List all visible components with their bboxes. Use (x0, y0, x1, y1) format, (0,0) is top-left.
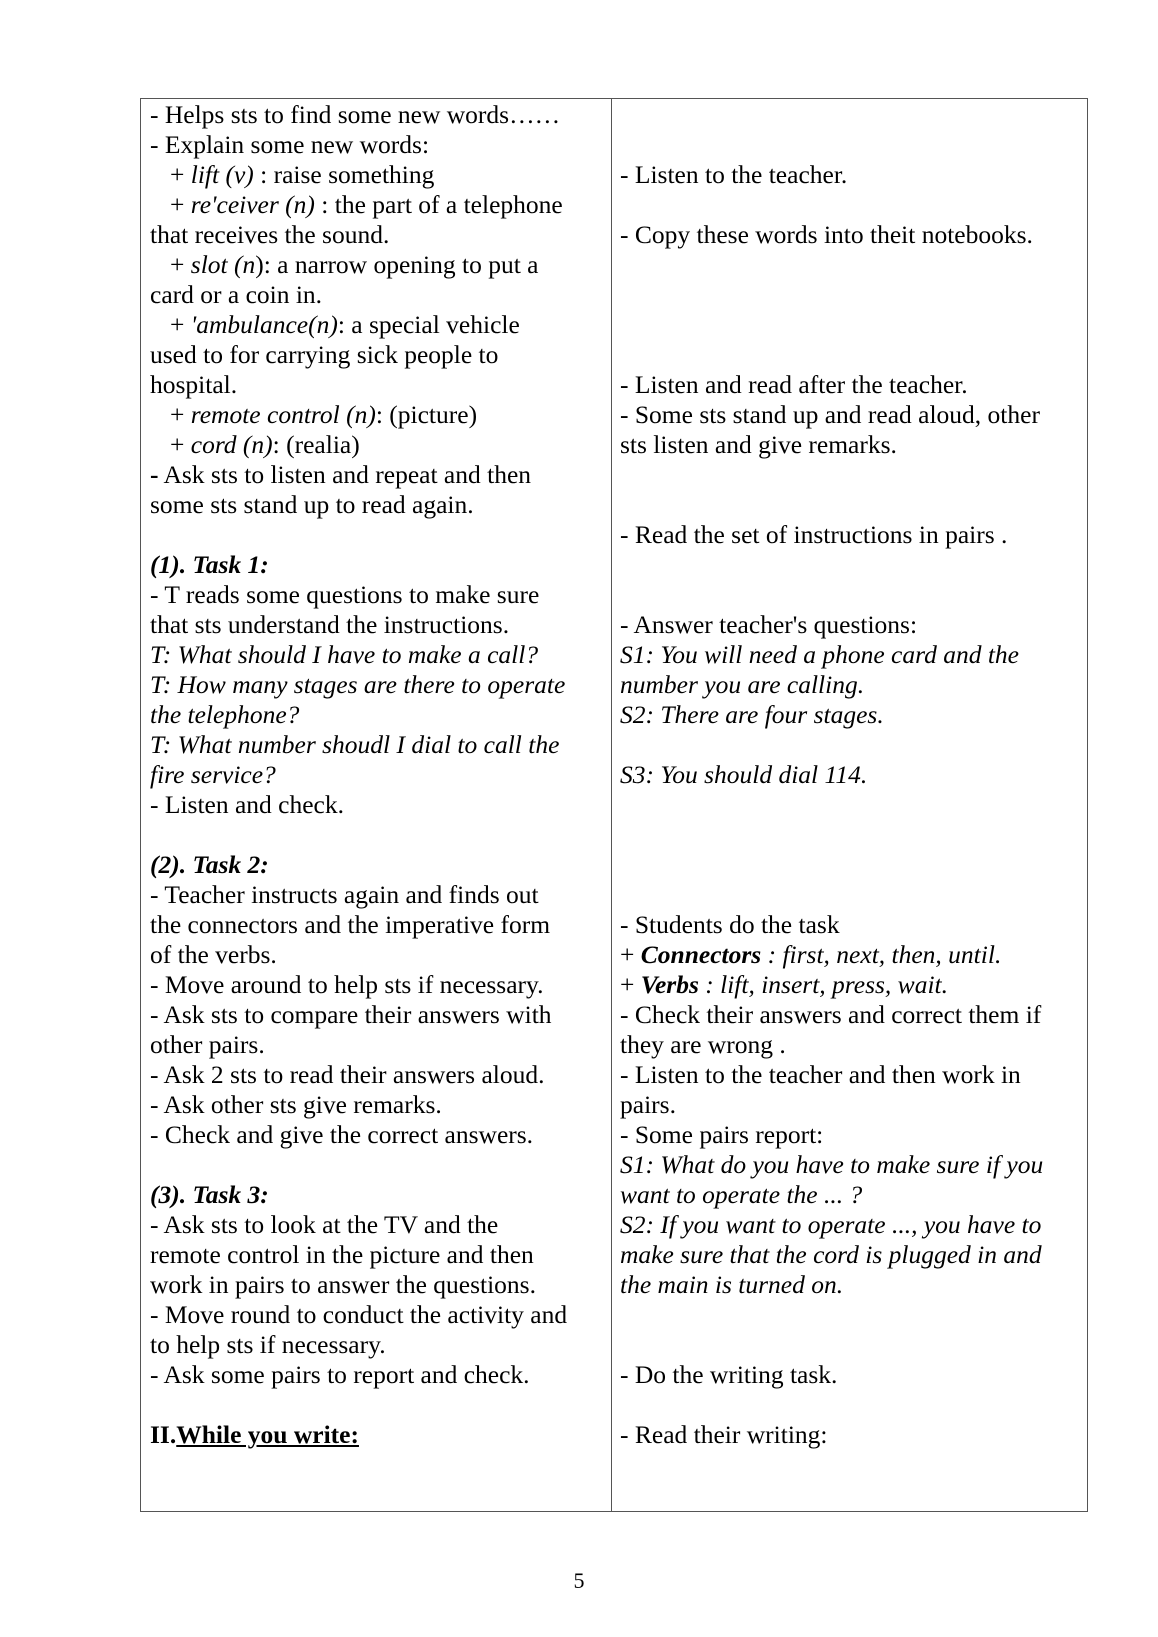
text-line: - Do the writing task. (620, 1360, 838, 1389)
vocab-item: + lift (v) : raise something (170, 160, 435, 189)
vocab-term: cord (n) (190, 430, 273, 459)
text-line: they are wrong . (620, 1030, 786, 1059)
text-line: - Move round to conduct the activity and (150, 1300, 568, 1329)
text-line: - Copy these words into theit notebooks. (620, 220, 1033, 249)
vocab-item: + cord (n): (realia) (170, 430, 360, 459)
text-line: - Some pairs report: (620, 1120, 824, 1149)
text-line: - Listen and read after the teacher. (620, 370, 968, 399)
text-line: - Teacher instructs again and finds out (150, 880, 539, 909)
text-line: - Ask 2 sts to read their answers aloud. (150, 1060, 545, 1089)
text-line: the connectors and the imperative form (150, 910, 551, 939)
vocab-term: lift (v) (190, 160, 254, 189)
text-line: - Helps sts to find some new words…… (150, 100, 561, 129)
student-answer: S1: You will need a phone card and the (620, 640, 1019, 669)
text-line: - Ask sts to look at the TV and the (150, 1210, 499, 1239)
text-line: card or a coin in. (150, 280, 323, 309)
text-line: - Listen to the teacher. (620, 160, 848, 189)
vocab-item: + slot (n): a narrow opening to put a (170, 250, 539, 279)
student-answer: S3: You should dial 114. (620, 760, 868, 789)
student-answer: number you are calling. (620, 670, 865, 699)
teacher-question: T: How many stages are there to operate (150, 670, 566, 699)
text-line: - Move around to help sts if necessary. (150, 970, 544, 999)
vocab-item: + remote control (n): (picture) (170, 400, 478, 429)
teacher-question: T: What number shoudl I dial to call the (150, 730, 560, 759)
answer-verbs: + Verbs : lift, insert, press, wait. (620, 970, 948, 999)
text-line: - Some sts stand up and read aloud, other (620, 400, 1040, 429)
text-line: - Check their answers and correct them if (620, 1000, 1042, 1029)
text-line: - Check and give the correct answers. (150, 1120, 534, 1149)
vocab-term: 'ambulance(n) (190, 310, 338, 339)
text-line: used to for carrying sick people to (150, 340, 499, 369)
page-number: 5 (573, 1568, 585, 1593)
student-answer: the main is turned on. (620, 1270, 844, 1299)
teacher-question: fire service? (150, 760, 276, 789)
text-line: - Read their writing: (620, 1420, 828, 1449)
text-line: work in pairs to answer the questions. (150, 1270, 536, 1299)
text-line: - Ask sts to listen and repeat and then (150, 460, 532, 489)
student-answer: S2: There are four stages. (620, 700, 884, 729)
text-line: - Listen to the teacher and then work in (620, 1060, 1021, 1089)
text-line: that sts understand the instructions. (150, 610, 510, 639)
text-line: sts listen and give remarks. (620, 430, 897, 459)
student-answer: make sure that the cord is plugged in and (620, 1240, 1042, 1269)
student-answer: want to operate the ... ? (620, 1180, 863, 1209)
text-line: that receives the sound. (150, 220, 390, 249)
text-line: remote control in the picture and then (150, 1240, 534, 1269)
answer-connectors: + Connectors : first, next, then, until. (620, 940, 1002, 969)
student-answer: S1: What do you have to make sure if you (620, 1150, 1044, 1179)
vocab-term: slot (n (190, 250, 256, 279)
text-line: hospital. (150, 370, 238, 399)
teacher-question: the telephone? (150, 700, 300, 729)
text-line: - Ask other sts give remarks. (150, 1090, 442, 1119)
text-line: - Explain some new words: (150, 130, 430, 159)
column-divider (611, 99, 612, 1511)
vocab-term: re'ceiver (n) (190, 190, 315, 219)
section-heading: II.While you write: (150, 1420, 359, 1449)
vocab-item: + re'ceiver (n) : the part of a telephone (170, 190, 563, 219)
text-line: - Answer teacher's questions: (620, 610, 918, 639)
task-1-heading: (1). Task 1: (150, 550, 269, 579)
student-answer: S2: If you want to operate ..., you have to (620, 1210, 1042, 1239)
task-3-heading: (3). Task 3: (150, 1180, 269, 1209)
section-title: While you write: (176, 1420, 359, 1449)
text-line: - Read the set of instructions in pairs . (620, 520, 1008, 549)
text-line: - Ask some pairs to report and check. (150, 1360, 530, 1389)
vocab-item: + 'ambulance(n): a special vehicle (170, 310, 520, 339)
lesson-table (140, 98, 1088, 1512)
text-line: some sts stand up to read again. (150, 490, 474, 519)
text-line: - Ask sts to compare their answers with (150, 1000, 552, 1029)
text-line: to help sts if necessary. (150, 1330, 386, 1359)
text-line: of the verbs. (150, 940, 277, 969)
task-2-heading: (2). Task 2: (150, 850, 269, 879)
text-line: other pairs. (150, 1030, 265, 1059)
text-line: - T reads some questions to make sure (150, 580, 540, 609)
text-line: - Students do the task (620, 910, 840, 939)
text-line: - Listen and check. (150, 790, 345, 819)
text-line: pairs. (620, 1090, 676, 1119)
teacher-question: T: What should I have to make a call? (150, 640, 539, 669)
vocab-term: remote control (n) (190, 400, 376, 429)
